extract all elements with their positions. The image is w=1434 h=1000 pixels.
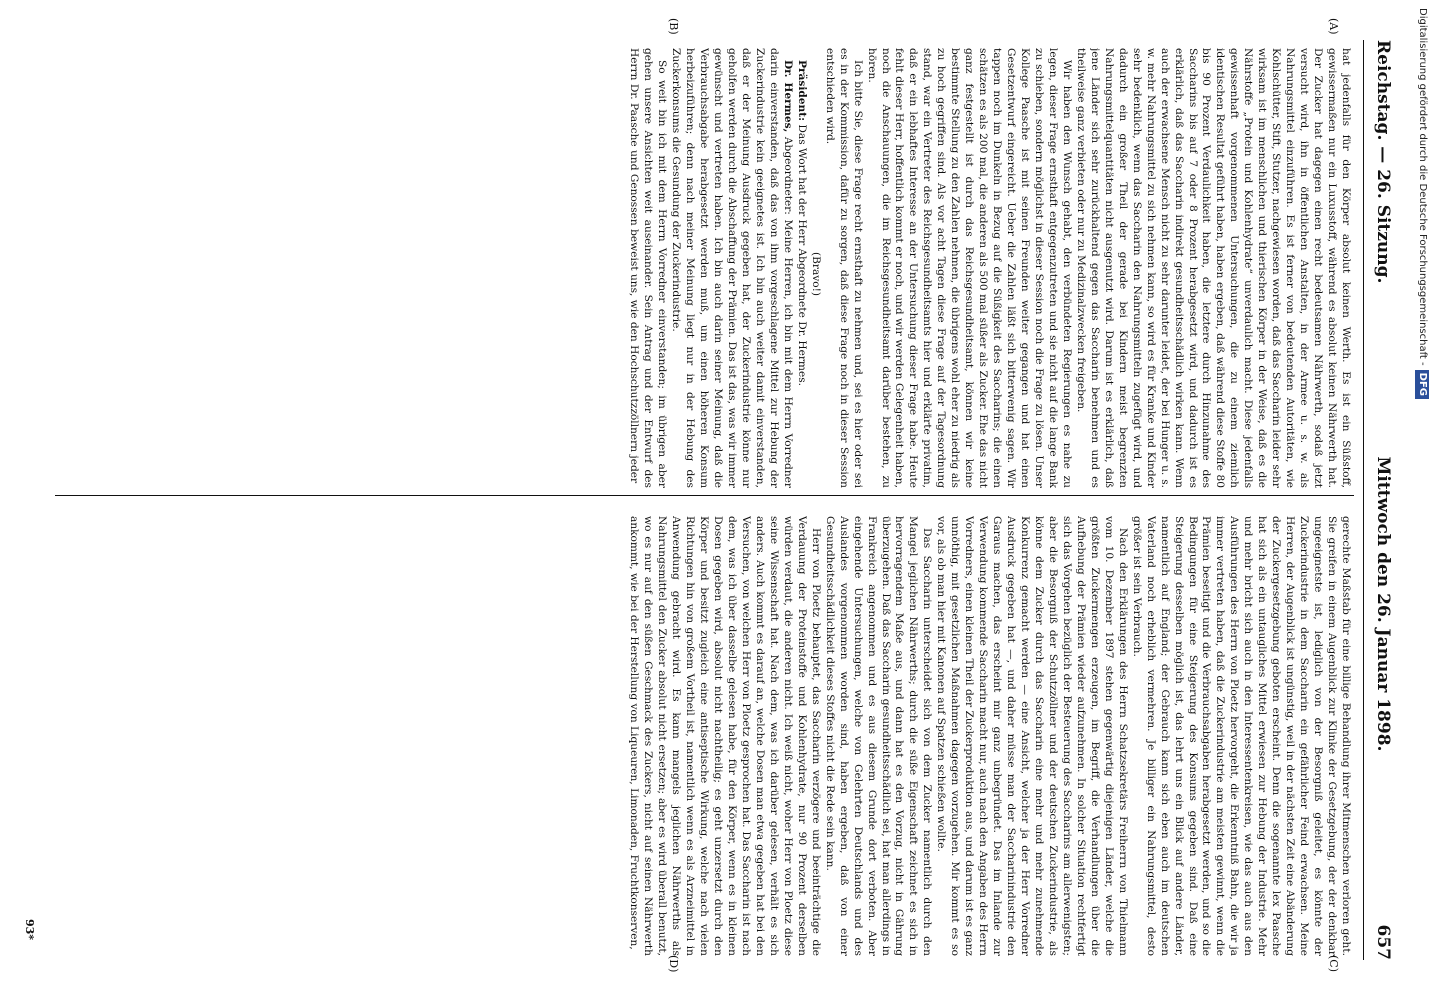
- margin-marker-a: (A): [1327, 18, 1340, 35]
- paragraph: Nach den Erklärungen des Herrn Schatzsekretärs Freiherrn von Thielmann vom 10. Dezember 1897 stehen gegenwärtig diejenigen Länder, welche die größten Zuckermengen erzeugen, im Begriff, die Verhandlungen über die Aufhebung der Prämien wieder aufzunehmen. In solcher Situation rechtfertigt sich das Vorgehen bezüglich der Besteuerung des Saccharins am allerwenigsten; aber die Besorgniß der Schutzzöllner und der deutschen Zuckerindustrie, als könne dem Zucker durch das Saccharin eine mehr und mehr zunehmende Konkurrenz gemacht werden — eine Ansicht, welcher ja der Herr Vorredner Ausdruck gegeben hat —, und daher müsse man der Saccharinindustrie den Garaus machen, das erscheint mir ganz unbegründet. Das im Inlande zur Verwendung kommende Saccharin macht nur, auch nach den Angaben des Herrn Vorredners, einen kleinen Theil der Zuckerproduktion aus, und darum ist es ganz unnöthig, mit gesetzlichen Maßnahmen dagegen vorzugehen. Mir kommt es so vor, als ob man hier mit Kanonen auf Spatzen schießen wollte.: [935, 516, 1129, 956]
- paragraph: Das Saccharin unterscheidet sich von dem Zucker namentlich durch den Mangel jeglichen Nährwerths; durch die süße Eigenschaft zeichnet es sich in hervorragendem Maße aus, und dann hat es den Vorzug, nicht in Gährung überzugehen. Daß das Saccharin gesundheitsschädlich sei, hat man allerdings in Frankreich angenommen und es aus diesem Grunde dort verboten. Aber eingehende Untersuchungen, welche von Gelehrten Deutschlands und des Auslandes vorgenommen worden sind, haben ergeben, daß von einer Gesundheitsschädlichkeit dieses Stoffes nicht die Rede sein kann.: [823, 516, 934, 956]
- page-number: 657: [1373, 924, 1393, 960]
- paragraph: Herr von Ploetz behauptet, das Saccharin verzögere und beeinträchtige die Verdauung der Proteinstoffe und Kohlenhydrate, nur 90 Prozent derselben würden verdaut, die anderen nicht. Ich weiß nicht, woher Herr von Ploetz diese seine Wissenschaft hat. Nach dem, was ich darüber gelesen, verhält es sich anders. Auch kommt es darauf an, welche Dosen man etwa gegeben hat bei den Versuchen, von welchen Herr von Ploetz gesprochen hat. Das Saccharin ist nach dem, was ich über dasselbe gelesen habe, für den Körper, wenn es in kleinen Dosen gegeben wird, absolut nicht nachtheilig; es geht unzersetzt durch den Körper und besitzt zugleich eine antiseptische Wirkung, welche nach vielen Richtungen hin von großem Vortheil ist, namentlich wenn es als Arzneimittel in Anwendung gebracht wird. Es kann mangels jeglichen Nährwerths als Nahrungsmittel den Zucker absolut nicht ersetzen; aber es wird überall benutzt, wo es nur auf den süßen Geschmack des Zuckers, nicht auf seinen Nährwerth ankommt, wie bei der Herstellung von Liqueuren, Limonaden, Fruchtkonserven,: [628, 516, 822, 956]
- page-header: [1363, 40, 1398, 960]
- speech-text: Abgeordneter: Meine Herren, ich bin mit dem Herrn Vorredner darin einverstanden, daß das von ihm vorgeschlagene Mittel zur Hebung der Zuckerindustrie kein geeignetes ist. Ich bin auch weiter damit einverstanden, daß er der Meinung Ausdruck gegeben hat, der Zuckerindustrie könne nur geholfen werden durch die Abschaffung der Prämien. Das ist das, was wir immer gewünscht und vertreten haben. Ich bin auch darin seiner Meinung, daß die Verbrauchsabgabe herabgesetzt werden muß, um einen höheren Konsum herbeizuführen; denn nach meiner Meinung liegt nur in der Hebung des Zuckerkonsums die Gesundung der Zuckerindustrie.: [670, 48, 794, 488]
- credit-text: Digitalisierung gefördert durch die Deutsche Forschungsgemeinschaft -: [1417, 8, 1428, 366]
- dfg-logo: DFG: [1415, 370, 1429, 399]
- paragraph: So weit bin ich mit dem Herrn Vorredner einverstanden; im übrigen aber gehen unsere Ansichten weit auseinander. Sein Antrag und der Entwurf des Herrn Dr. Paasche und Genossen beweist uns, wie den Hochschutzzöllnern jeder: [628, 48, 669, 488]
- paragraph: Ich bitte Sie, diese Frage recht ernsthaft zu nehmen und, sei es hier oder sei es in der Kommission, dafür zu sorgen, daß diese Frage noch in dieser Session entschieden wird.: [823, 48, 864, 488]
- margin-marker-c: (C): [1327, 955, 1340, 972]
- left-column: [45, 48, 1352, 488]
- paragraph: gerechte Maßstab für eine billige Behandlung ihrer Mitmenschen verloren geht. Sie greifen in einem Augenblick zur Klinke der Gesetzgebung, der der denkbar ungeeignetste ist, lediglich von der Besorgniß geleitet, es könnte der Zuckerindustrie in dem Saccharin ein gefährlicher Feind erwachsen. Meine Herren, der Augenblick ist ungünstig, weil in der nächsten Zeit eine Abänderung der Zuckergesetzgebung geboten erscheint. Denn die sogenannte lex Paasche hat sich als ein untaugliches Mittel erwiesen zur Hebung der Industrie. Mehr und mehr bricht sich auch in den Interessentenkreisen, wie das auch aus den Ausführungen des Herrn von Ploetz hervorgeht, die Erkenntniß Bahn, die wir ja immer vertreten haben, daß die Zuckerindustrie am meisten gewinnt, wenn die Prämien beseitigt und die Verbrauchsabgaben herabgesetzt werden, und so die Bedingungen für eine Steigerung des Konsums gegeben sind. Daß eine Steigerung desselben möglich ist, das lehrt uns ein Blick auf andere Länder, namentlich auf England; der Gebrauch kann sich eben auch im deutschen Vaterland noch erheblich vermehren. Je billiger ein Nahrungsmittel, desto größer ist sein Verbrauch.: [1130, 516, 1352, 956]
- speaker-name: Präsident:: [795, 60, 808, 122]
- margin-marker-b: (B): [667, 18, 680, 35]
- column-divider: [55, 495, 1354, 496]
- speaker-paragraph: [668, 48, 794, 488]
- speaker-name: Dr. Hermes,: [781, 60, 794, 133]
- margin-marker-d: (D): [667, 955, 680, 973]
- paragraph: Wir haben den Wunsch gehabt, den verbündeten Regierungen es nahe zu legen, dieser Frage ernsthaft entgegenzutreten und sie nicht auf die lange Bank zu schieben, sondern möglichst in dieser Session noch die Frage zu lösen. Unser Kollege Paasche ist mit seinen Freunden weiter gegangen und hat einen Gesetzentwurf eingereicht. Ueber die Zahlen läßt sich bitterwenig sagen. Wir tappen noch im Dunkeln in Bezug auf die Süßigkeit des Saccharins; die einen schätzen es als 200 mal, die anderen als 500 mal süßer als Zucker. Ehe das nicht ganz festgestellt ist durch das Reichsgesundheitsamt, können wir keine bestimmte Stellung zu den Zahlen nehmen, die übrigens wohl eher zu niedrig als zu hoch gegriffen sind. Als vor acht Tagen diese Frage auf der Tagesordnung stand, war ein Vertreter des Reichsgesundheitsamts hier und erklärte privatim, daß er ein lebhaftes Interesse an der Untersuchung dieser Frage habe. Heute fehlt dieser Herr, hoffentlich kommt er noch, und wir werden Gelegenheit haben, noch die Anschauungen, die im Reichsgesundheitsamt darüber bestehen, zu hören.: [865, 48, 1073, 488]
- header-left: Reichstag. — 26. Sitzung.: [1373, 40, 1393, 284]
- digitization-credit: [1412, 8, 1432, 992]
- right-column: [45, 516, 1352, 956]
- speaker-paragraph: [794, 48, 808, 488]
- paragraph: hat jedenfalls für den Körper absolut keinen Werth. Es ist ein Süßstoff, gewissermaßen nur ein Luxusstoff, während es absolut keinen Nährwerth hat. Der Zucker hat dagegen einen recht bedeutsamen Nährwerth, sodaß jetzt versucht wird, ihn in öffentlichen Anstalten, in der Armee u. s. w. als Nahrungsmittel einzuführen. Es ist ferner von bedeutenden Autoritäten, wie Kohlschütter, Stift, Stutzer, nachgewiesen worden, daß das Saccharin leider sehr wirksam ist im menschlichen und thierischen Körper in der Weise, daß es die Nährstoffe „Protein und Kohlenhydrate“ unverdaulich macht. Diese jedenfalls gewissenhaft vorgenommenen Untersuchungen, die zu einem ziemlich identischen Resultat geführt haben, haben ergeben, daß während diese Stoffe 80 bis 90 Prozent Verdaulichkeit haben, die letztere durch Hinzunahme des Saccharins bis auf 7 oder 8 Prozent herabgesetzt wird, und dadurch ist es erklärlich, daß das Saccharin indirekt gesundheitsschädlich wirken kann. Wenn auch der erwachsene Mensch nicht zu sehr darunter leidet, der bei Hunger u. s. w. mehr Nahrungsmittel zu sich nehmen kann, so wird es für Kranke und Kinder sehr bedenklich, wenn das Saccharin den Nahrungsmitteln zugefügt wird, und dadurch ein großer Theil der gerade bei Kindern meist begrenzten Nahrungsmittelquantitäten nicht ausgenutzt wird. Darum ist es erklärlich, daß jene Länder sich sehr zurückhaltend gegen das Saccharin benehmen und es theilweise ganz verbieten oder nur zu Medizinalzwecken freigeben.: [1074, 48, 1352, 488]
- header-date: Mittwoch den 26. Januar 1898.: [1373, 456, 1393, 752]
- speech-text: Das Wort hat der Herr Abgeordnete Dr. Hermes.: [795, 121, 808, 387]
- signature-mark: 93*: [23, 918, 36, 940]
- newspaper-page: [15, 0, 1410, 1000]
- applause-note: (Bravo!): [809, 251, 822, 297]
